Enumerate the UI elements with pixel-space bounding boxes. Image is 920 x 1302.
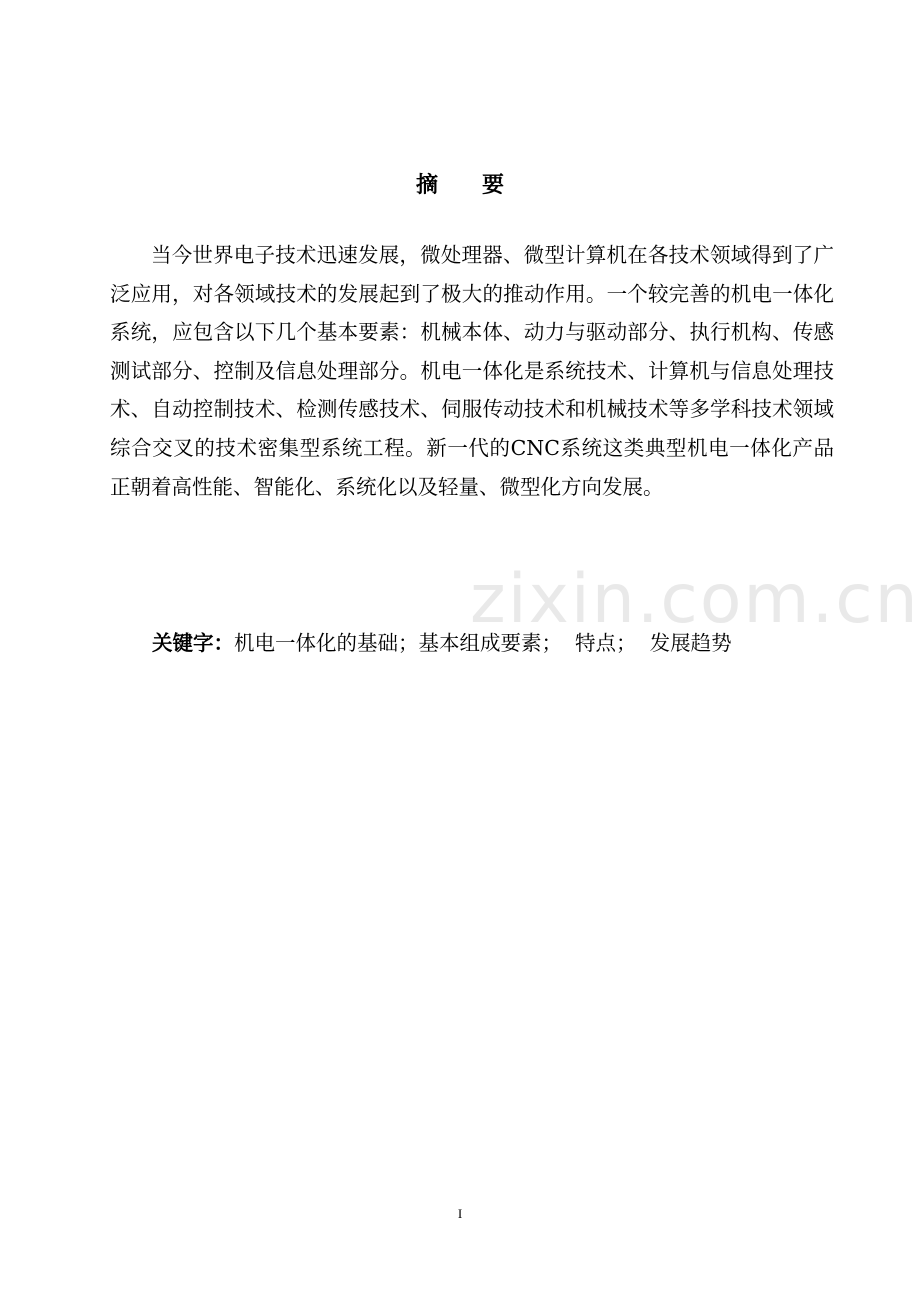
page-title: 摘要 (415, 172, 548, 198)
page-number: I (457, 1206, 463, 1221)
keywords-line (152, 624, 852, 662)
keywords-text: 机电一体化的基础；基本组成要素； 特点； 发展趋势 (234, 631, 732, 655)
watermark: zixin.com.cn (470, 560, 920, 639)
keywords-label: 关键字： (152, 631, 234, 655)
abstract-paragraph: 当今世界电子技术迅速发展，微处理器、微型计算机在各技术领域得到了广泛应用，对各领域技术的发展起到了极大的推动作用。一个较完善的机电一体化系统，应包含以下几个基本要素：机械本体、动力与驱动部分、执行机构、传感测试部分、控制及信息处理部分。机电一体化是系统技术、计算机与信息处理技术、自动控制技术、检测传感技术、伺服传动技术和机械技术等多学科技术领域综合交叉的技术密集型系统工程。新一代的CNC系统这类典型机电一体化产品正朝着高性能、智能化、系统化以及轻量、微型化方向发展。 (110, 243, 834, 499)
